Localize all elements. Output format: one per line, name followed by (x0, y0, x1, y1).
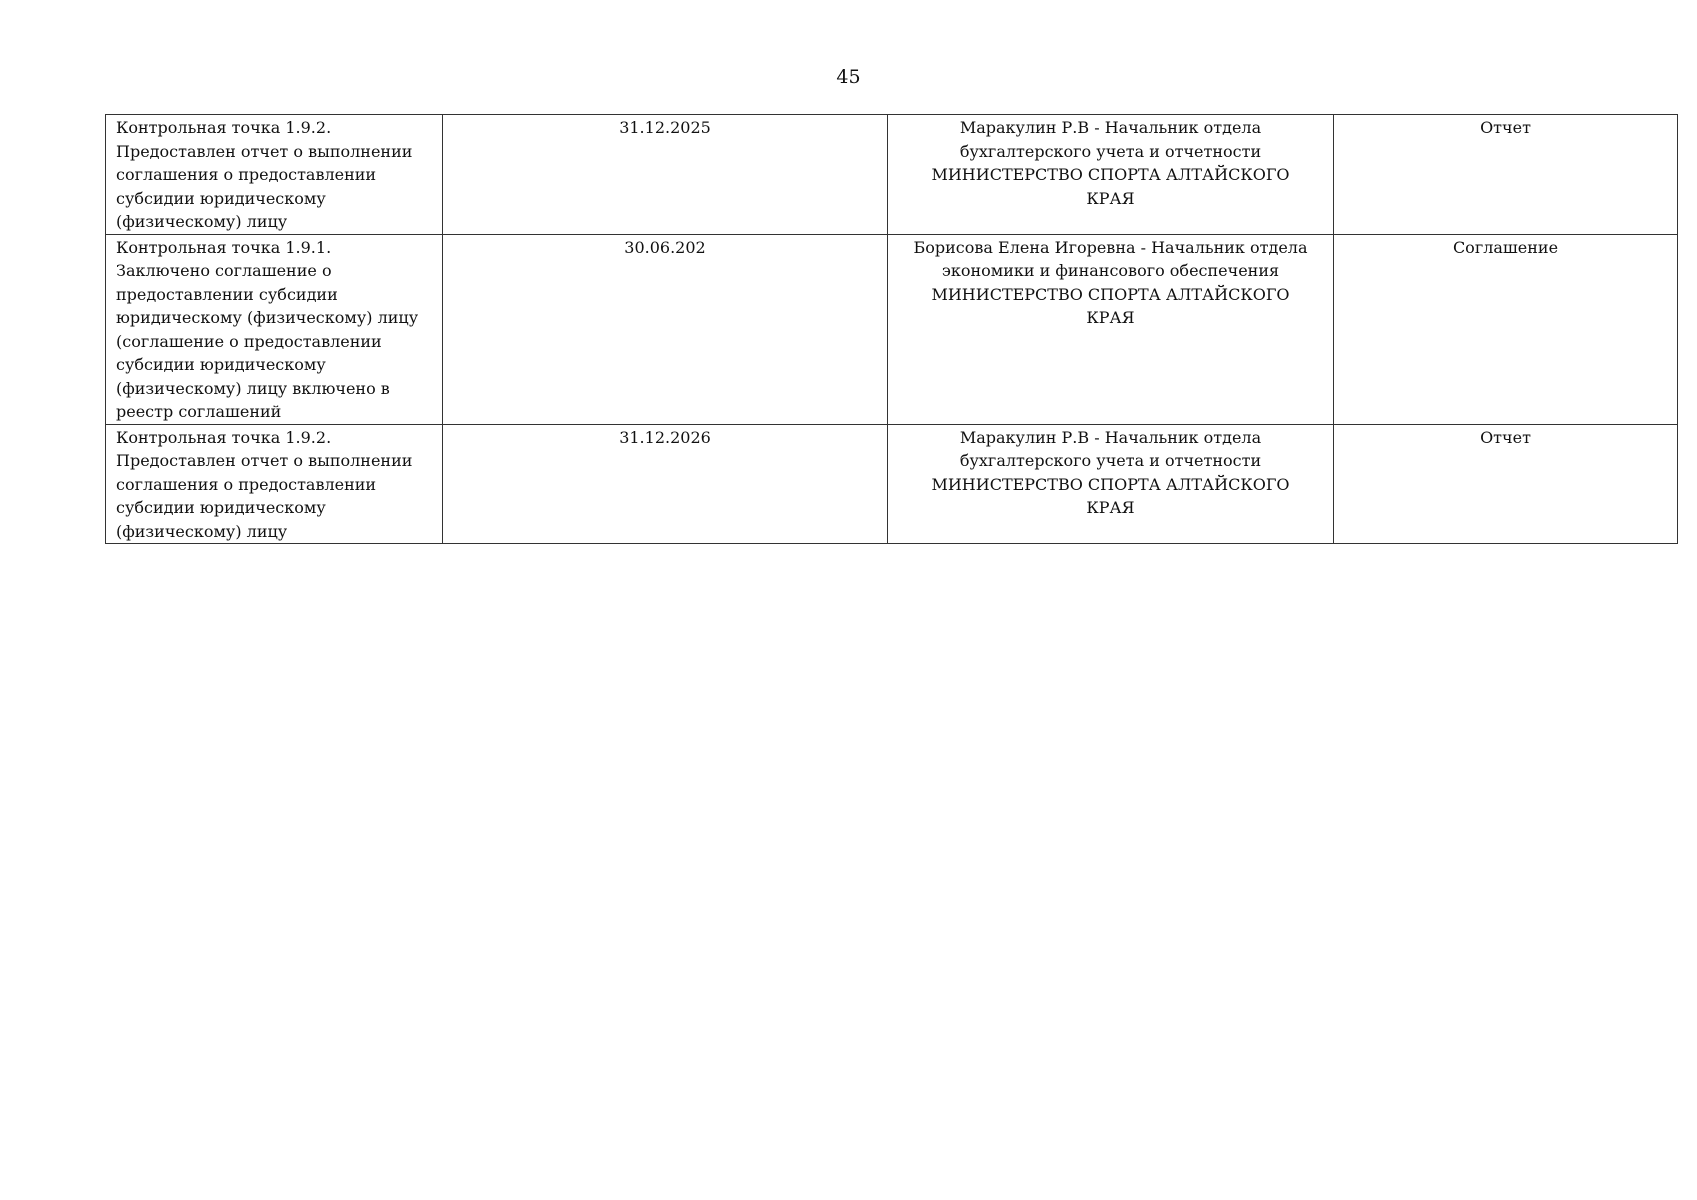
responsible-line: Маракулин Р.В - Начальник отдела (959, 118, 1262, 137)
control-point-line: Контрольная точка 1.9.1. (116, 237, 332, 257)
control-point-line: реестр соглашений (116, 402, 282, 421)
document-type-cell (1334, 234, 1678, 424)
control-points-table (105, 114, 1678, 544)
responsible-line: МИНИСТЕРСТВО СПОРТА АЛТАЙСКОГО (931, 284, 1290, 304)
due-date-cell (443, 424, 888, 544)
table-row (106, 234, 1678, 424)
control-point-line: (физическому) лицу включено в (116, 378, 390, 398)
control-point-line: Предоставлен отчет о выполнении (116, 141, 413, 161)
responsible-cell (888, 115, 1334, 235)
responsible-line: Борисова Елена Игоревна - Начальник отдела (913, 237, 1308, 257)
control-point-line: соглашения о предоставлении (116, 165, 377, 184)
document-type-cell (1334, 115, 1678, 235)
control-point-line: субсидии юридическому (116, 188, 326, 208)
control-point-cell (106, 115, 443, 235)
table-row (106, 424, 1678, 544)
due-date: 31.12.2025 (619, 118, 711, 137)
control-point-line: субсидии юридическому (116, 355, 326, 374)
control-point-line: Контрольная точка 1.9.2. (116, 427, 332, 447)
table-row (106, 115, 1678, 235)
control-point-line: субсидии юридическому (116, 498, 326, 517)
control-point-line: соглашения о предоставлении (116, 474, 377, 494)
due-date: 31.12.2026 (619, 427, 711, 447)
control-point-line: Предоставлен отчет о выполнении (116, 451, 413, 470)
document-type: Соглашение (1452, 237, 1559, 257)
due-date: 30.06.202 (624, 237, 706, 257)
control-point-cell (106, 424, 443, 544)
responsible-line: МИНИСТЕРСТВО СПОРТА АЛТАЙСКОГО (931, 165, 1290, 184)
due-date-cell (443, 115, 888, 235)
due-date-cell (443, 234, 888, 424)
responsible-line: КРАЯ (1086, 308, 1135, 327)
responsible-cell (888, 234, 1334, 424)
control-point-line: (физическому) лицу (116, 212, 288, 231)
control-point-line: (физическому) лицу (116, 521, 288, 541)
responsible-line: КРАЯ (1086, 188, 1135, 208)
control-point-cell (106, 234, 443, 424)
control-point-line: Заключено соглашение о (116, 261, 332, 280)
responsible-cell (888, 424, 1334, 544)
control-point-line: предоставлении субсидии (116, 284, 338, 304)
page-number: 45 (836, 66, 861, 88)
responsible-line: КРАЯ (1086, 498, 1135, 517)
control-point-line: Контрольная точка 1.9.2. (116, 118, 332, 137)
document-type: Отчет (1480, 427, 1531, 447)
responsible-line: экономики и финансового обеспечения (941, 261, 1280, 280)
control-point-line: (соглашение о предоставлении (116, 331, 382, 351)
document-type-cell (1334, 424, 1678, 544)
control-point-line: юридическому (физическому) лицу (116, 308, 419, 327)
responsible-line: бухгалтерского учета и отчетности (959, 451, 1262, 470)
responsible-line: МИНИСТЕРСТВО СПОРТА АЛТАЙСКОГО (931, 474, 1290, 494)
document-type: Отчет (1480, 118, 1531, 137)
responsible-line: бухгалтерского учета и отчетности (959, 141, 1262, 161)
responsible-line: Маракулин Р.В - Начальник отдела (959, 427, 1262, 447)
